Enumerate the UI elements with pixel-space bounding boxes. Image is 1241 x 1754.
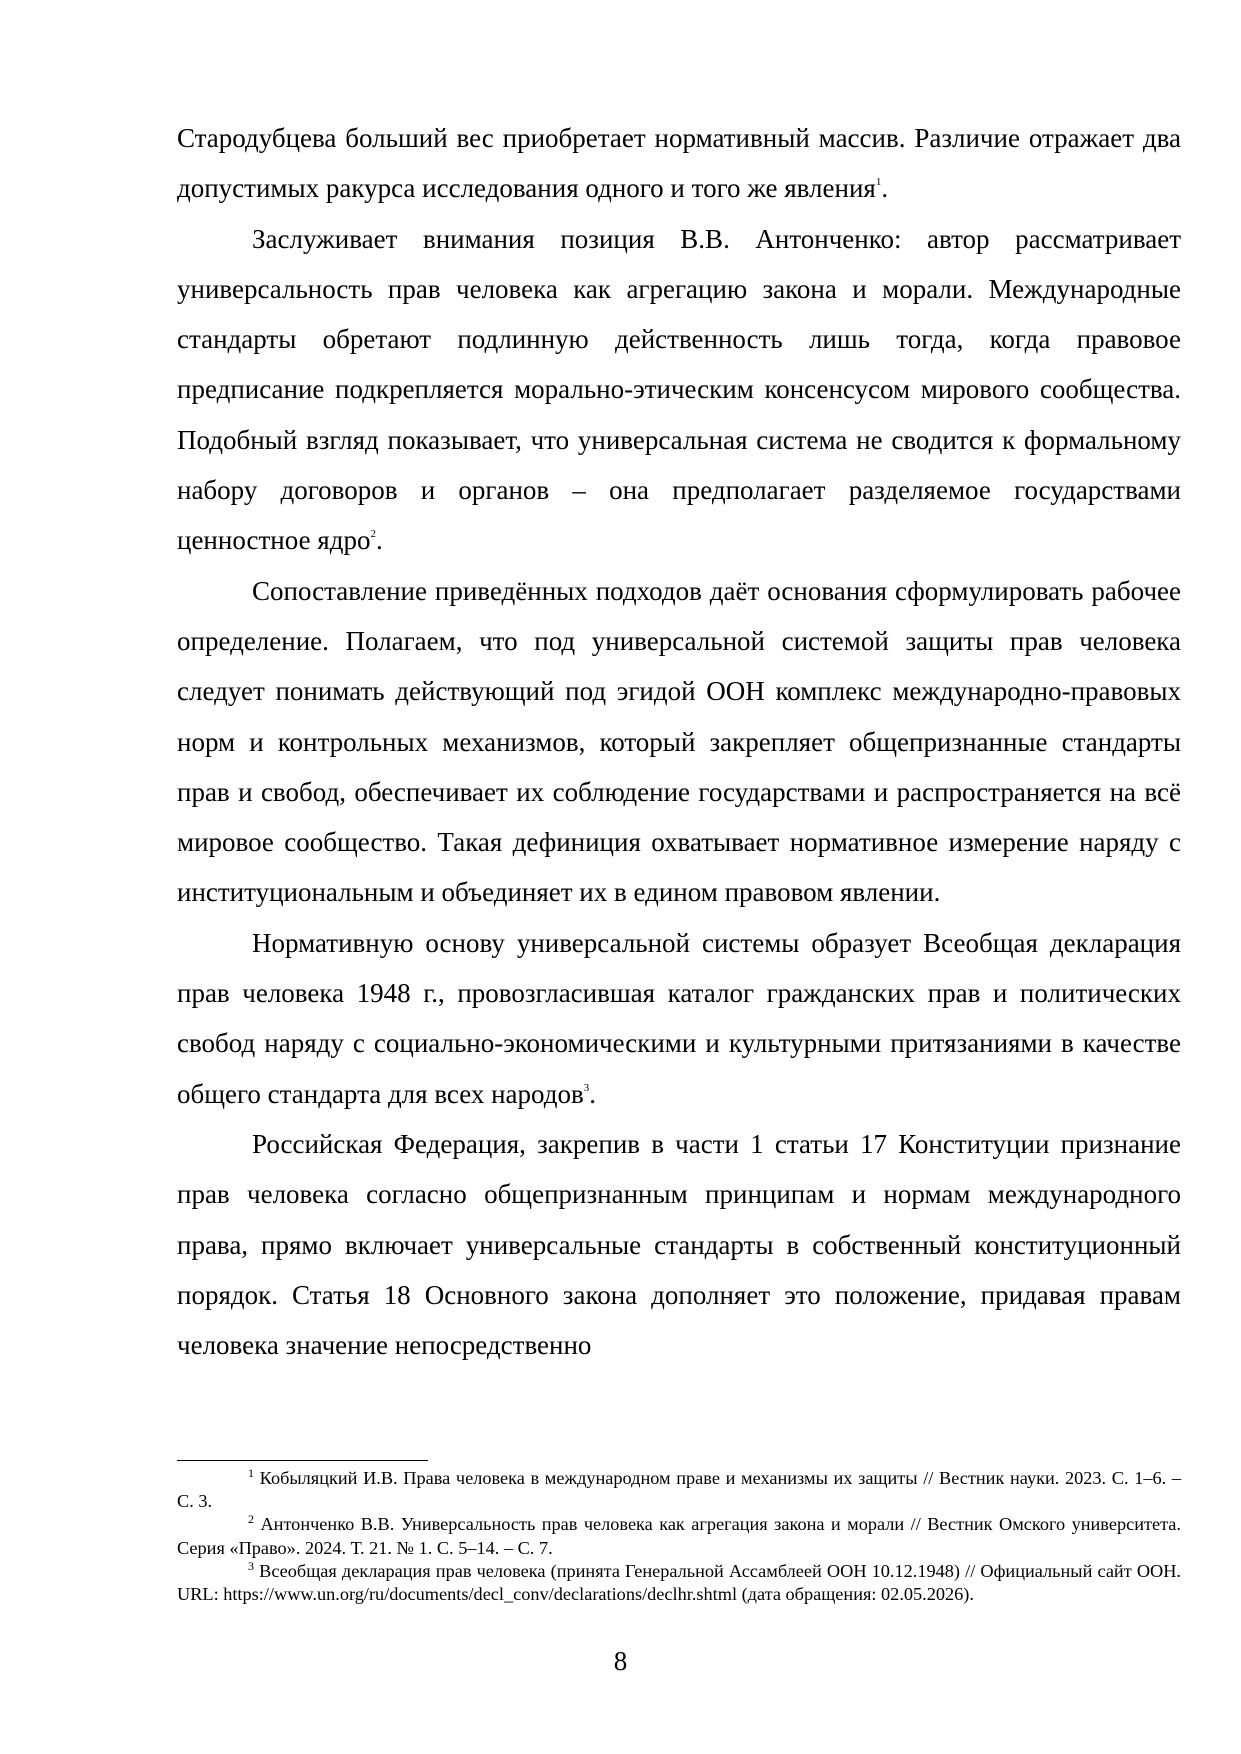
paragraph-4-text: Нормативную основу универсальной системы образует Всеобщая декларация прав человека 1948 г., провозгласившая каталог гражданских прав и политических свобод наряду с социально-экономическими и культурными притязаниями в качестве общего стандарта для всех народов <box>177 927 1181 1109</box>
paragraph-1 <box>177 113 1181 214</box>
footnote-3-text: Всеобщая декларация прав человека (принята Генеральной Ассамблеей ООН 10.12.1948) // Официальный сайт ООН. URL: https://www.un.org/ru/documents/decl_conv/declarations/declhr.shtml (дата обращения: 02.05.2026). <box>177 1560 1181 1605</box>
footnote-ref-2[interactable]: 2 <box>370 528 376 541</box>
footnote-1 <box>177 1467 1181 1513</box>
footnote-1-number: 1 <box>248 1466 254 1480</box>
paragraph-1-tail: . <box>881 173 889 204</box>
footnote-2 <box>177 1513 1181 1559</box>
page-number: 8 <box>613 1646 628 1676</box>
footnote-2-number: 2 <box>248 1512 254 1527</box>
paragraph-4-tail: . <box>589 1078 596 1109</box>
footnote-ref-3[interactable]: 3 <box>583 1081 590 1094</box>
paragraph-2 <box>177 214 1181 566</box>
paragraph-3-text: Сопоставление приведённых подходов даёт основания сформулировать рабочее определение. Полагаем, что под универсальной системой защиты прав человека следует понимать действующий под эгидой ООН комплекс международно-правовых норм и контрольных механизмов, который закрепляет общепризнанные стандарты прав и свобод, обеспечивает их соблюдение государствами и распространяется на всё мировое сообщество. Такая дефиниция охватывает нормативное измерение наряду с институциональным и объединяет их в едином правовом явлении. <box>177 575 1181 908</box>
footnote-ref-1[interactable]: 1 <box>875 176 882 189</box>
footnote-3-number: 3 <box>248 1558 254 1573</box>
footnote-separator <box>177 1460 428 1461</box>
paragraph-1-text: Стародубцева больший вес приобретает нормативный массив. Различие отражает два допустимых ракурса исследования одного и того же явления <box>177 123 1181 204</box>
paragraph-4 <box>177 918 1181 1119</box>
paragraph-5 <box>177 1119 1181 1370</box>
paragraph-3 <box>177 566 1181 918</box>
paragraph-2-text: Заслуживает внимания позиция В.В. Антонченко: автор рассматривает универсальность прав человека как агрегацию закона и морали. Международные стандарты обретают подлинную действенность лишь тогда, когда правовое предписание подкрепляется морально-этическим консенсусом мирового сообщества. Подобный взгляд показывает, что универсальная система не сводится к формальному набору договоров и органов – она предполагает разделяемое государствами ценностное ядро <box>177 223 1181 556</box>
footnotes <box>177 1467 1181 1606</box>
body-text <box>177 113 1181 1370</box>
footnote-3 <box>177 1560 1181 1606</box>
paragraph-2-tail: . <box>375 525 383 556</box>
paragraph-5-text: Российская Федерация, закрепив в части 1 статьи 17 Конституции признание прав человека согласно общепризнанным принципам и нормам международного права, прямо включает универсальные стандарты в собственный конституционный порядок. Статья 18 Основного закона дополняет это положение, придавая правам человека значение непосредственно <box>177 1128 1181 1361</box>
footnote-1-text: Кобыляцкий И.В. Права человека в международном праве и механизмы их защиты // Вестник науки. 2023. С. 1–6. – С. 3. <box>177 1468 1181 1512</box>
footnote-2-text: Антонченко В.В. Универсальность прав человека как агрегация закона и морали // Вестник Омского университета. Серия «Право». 2024. Т. 21. № 1. С. 5–14. – С. 7. <box>177 1514 1181 1558</box>
